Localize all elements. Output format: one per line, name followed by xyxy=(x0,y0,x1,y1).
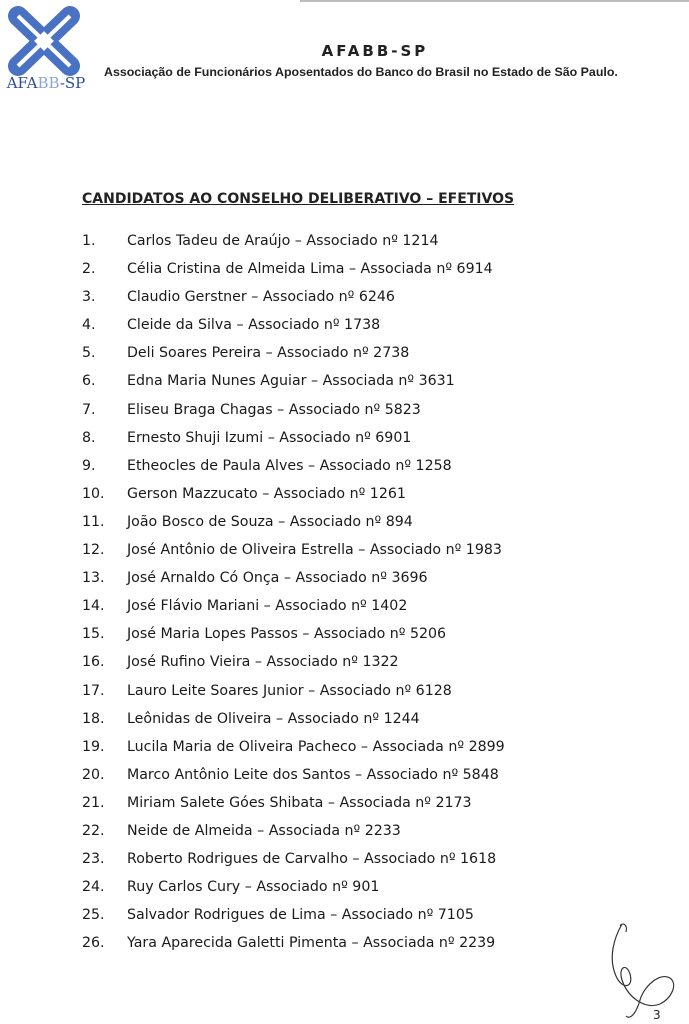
list-item-text: Yara Aparecida Galetti Pimenta – Associada nº 2239 xyxy=(127,935,496,952)
list-item-number: 17. xyxy=(82,682,105,699)
list-item xyxy=(0,367,689,395)
list-item-number: 12. xyxy=(82,542,105,559)
list-item-text: Eliseu Braga Chagas – Associado nº 5823 xyxy=(127,401,421,418)
list-item-number: 25. xyxy=(82,907,105,924)
logo-text: AFABB-SP xyxy=(6,74,86,92)
list-item-text: José Rufino Vieira – Associado nº 1322 xyxy=(127,654,399,671)
list-item-number: 4. xyxy=(82,317,96,334)
logo-x-icon xyxy=(6,6,82,76)
list-item-number: 22. xyxy=(82,822,105,839)
list-item-text: Claudio Gerstner – Associado nº 6246 xyxy=(127,289,395,306)
list-item xyxy=(0,873,689,901)
list-item-text: Carlos Tadeu de Araújo – Associado nº 1214 xyxy=(127,233,439,249)
list-item-number: 16. xyxy=(82,654,105,671)
list-item-text: José Flávio Mariani – Associado nº 1402 xyxy=(127,598,408,615)
list-item-number: 6. xyxy=(82,373,96,390)
list-item xyxy=(0,564,689,592)
org-name: Associação de Funcionários Aposentados do Banco do Brasil no Estado de São Paulo. xyxy=(104,65,618,79)
list-item xyxy=(0,845,689,873)
list-item-text: Ernesto Shuji Izumi – Associado nº 6901 xyxy=(127,429,412,446)
list-item xyxy=(0,396,689,424)
list-item-text: Gerson Mazzucato – Associado nº 1261 xyxy=(127,485,406,502)
list-item xyxy=(0,789,689,817)
list-item-number: 21. xyxy=(82,794,105,811)
list-item-text: Lucila Maria de Oliveira Pacheco – Associada nº 2899 xyxy=(127,738,505,755)
list-item-number: 20. xyxy=(82,766,105,783)
list-item xyxy=(0,901,689,929)
list-item-text: Cleide da Silva – Associado nº 1738 xyxy=(127,317,381,334)
list-item-number: 7. xyxy=(82,401,96,418)
section-title: CANDIDATOS AO CONSELHO DELIBERATIVO – EFETIVOS xyxy=(82,191,515,207)
list-item-number: 9. xyxy=(82,457,96,474)
list-item-number: 26. xyxy=(82,935,105,952)
list-item-text: Salvador Rodrigues de Lima – Associado nº 7105 xyxy=(127,907,474,924)
list-item-number: 14. xyxy=(82,598,105,615)
list-item-text: Célia Cristina de Almeida Lima – Associada nº 6914 xyxy=(127,261,493,278)
page-number: 3 xyxy=(653,1008,661,1022)
list-item-number: 23. xyxy=(82,851,105,868)
list-item xyxy=(0,255,689,283)
list-item-text: Etheocles de Paula Alves – Associado nº 1258 xyxy=(127,457,452,474)
list-item xyxy=(0,817,689,845)
list-item-number: 11. xyxy=(82,513,105,530)
list-item xyxy=(0,536,689,564)
list-item xyxy=(0,620,689,648)
list-item-text: José Maria Lopes Passos – Associado nº 5206 xyxy=(127,626,447,643)
list-item-text: Marco Antônio Leite dos Santos – Associado nº 5848 xyxy=(127,766,499,783)
list-item xyxy=(0,227,689,255)
list-item xyxy=(0,677,689,705)
list-item-text: José Antônio de Oliveira Estrella – Associado nº 1983 xyxy=(127,542,502,559)
list-item-text: Neide de Almeida – Associada nº 2233 xyxy=(127,822,401,839)
list-item-text: Lauro Leite Soares Junior – Associado nº 6128 xyxy=(127,682,452,699)
list-item xyxy=(0,424,689,452)
top-rule xyxy=(300,0,689,2)
list-item xyxy=(0,480,689,508)
list-item xyxy=(0,761,689,789)
list-item xyxy=(0,452,689,480)
list-item-text: Deli Soares Pereira – Associado nº 2738 xyxy=(127,345,410,362)
list-item xyxy=(0,929,689,957)
list-item xyxy=(0,311,689,339)
list-item-number: 24. xyxy=(82,879,105,896)
list-item-number: 18. xyxy=(82,710,105,727)
list-item xyxy=(0,648,689,676)
logo xyxy=(4,6,84,96)
list-item xyxy=(0,283,689,311)
list-item-number: 2. xyxy=(82,261,96,278)
list-item xyxy=(0,705,689,733)
list-item xyxy=(0,592,689,620)
list-item xyxy=(0,508,689,536)
list-item-number: 13. xyxy=(82,570,105,587)
list-item-text: Miriam Salete Góes Shibata – Associada nº 2173 xyxy=(127,794,472,811)
org-abbreviation: AFABB-SP xyxy=(321,42,429,60)
list-item-number: 5. xyxy=(82,345,96,362)
list-item-number: 3. xyxy=(82,289,96,306)
list-item-text: Edna Maria Nunes Aguiar – Associada nº 3631 xyxy=(127,373,455,390)
signature xyxy=(600,918,684,1022)
list-item-text: Ruy Carlos Cury – Associado nº 901 xyxy=(127,879,380,896)
list-item-text: Leônidas de Oliveira – Associado nº 1244 xyxy=(127,710,420,727)
list-item-number: 1. xyxy=(82,233,96,249)
list-item-number: 8. xyxy=(82,429,96,446)
list-item-text: Roberto Rodrigues de Carvalho – Associado nº 1618 xyxy=(127,851,497,868)
list-item xyxy=(0,339,689,367)
list-item-number: 10. xyxy=(82,485,105,502)
list-item-text: José Arnaldo Có Onça – Associado nº 3696 xyxy=(127,570,428,587)
list-item-number: 15. xyxy=(82,626,105,643)
list-item xyxy=(0,733,689,761)
candidate-list xyxy=(0,227,689,957)
list-item-text: João Bosco de Souza – Associado nº 894 xyxy=(127,513,413,530)
list-item-number: 19. xyxy=(82,738,105,755)
